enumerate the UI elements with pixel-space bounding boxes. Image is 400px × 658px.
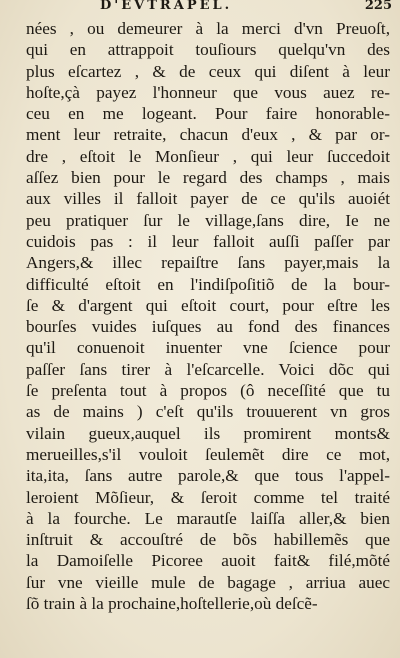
text-line: ſe & d'argent qui eſtoit court, pour eſtre les: [26, 295, 390, 315]
text-line: peu pratiquer ſur le village,ſans dire, Ie ne: [26, 210, 390, 230]
text-line: ſõ train à la prochaine,hoſtellerie,où deſcẽ-: [26, 594, 318, 614]
text-line: dre , eſtoit le Monſieur , qui leur ſuccedoit: [26, 146, 390, 166]
text-line: bourſes vuides iuſques au fond des finances: [26, 317, 390, 337]
text-line: la Damoiſelle Picoree auoit fait& filé,mõté: [26, 551, 390, 571]
text-line: vilain gueux,auquel ils promirent monts&: [26, 423, 390, 443]
text-line: Angers,& illec repaiſtre ſans payer,mais la: [26, 253, 390, 273]
text-line: paſſer ſans tirer à l'eſcarcelle. Voici dõc qui: [26, 359, 390, 379]
text-line: ment leur retraite, chacun d'eux , & par or-: [26, 125, 390, 145]
text-line: qu'il conuenoit inuenter vne ſcience pour: [26, 338, 390, 358]
text-line: qui en attrappoit touſiours quelqu'vn des: [26, 40, 390, 60]
text-line: cuidois pas : il leur falloit auſſi paſſer par: [26, 231, 390, 251]
text-line: aux villes il falloit payer de ce qu'ils auoiét: [26, 189, 390, 209]
text-line: merueilles,s'il vouloit ſeulemẽt dire ce mot,: [26, 444, 390, 464]
text-line: aſſez bien pour le regard des champs , mais: [26, 168, 390, 188]
text-line: à la fourche. Le marautſe laiſſa aller,& bien: [26, 508, 390, 528]
text-line: inſtruit & accouſtré de bõs habillemẽs que: [26, 530, 390, 550]
text-line: hoſte,çà payez l'honneur que vous auez re-: [26, 82, 390, 102]
text-line: ſur vne vieille mule de bagage , arriua auec: [26, 572, 390, 592]
text-line: difficulté eſtoit en l'indiſpoſitiõ de la bour-: [26, 274, 390, 294]
running-head: D'EVTRAPEL.: [100, 0, 233, 13]
text-line: leroient Mõſieur, & ſeroit comme tel traité: [26, 487, 390, 507]
text-line: as de mains ) c'eſt qu'ils trouuerent vn gros: [26, 402, 390, 422]
text-line: ceu en me logeant. Pour faire honorable-: [26, 104, 390, 124]
page-header: [100, 0, 392, 16]
page-number: 225: [364, 0, 392, 13]
text-line: ſe preſenta tout à propos (ô neceſſité que tu: [26, 381, 390, 401]
text-line: nées , ou demeurer à la merci d'vn Preuoſt,: [26, 19, 390, 38]
text-line: plus eſcartez , & de ceux qui diſent à leur: [26, 61, 390, 81]
body-text: [26, 18, 390, 614]
text-line: ita,ita, ſans autre parole,& que tous l'appel-: [26, 466, 390, 486]
